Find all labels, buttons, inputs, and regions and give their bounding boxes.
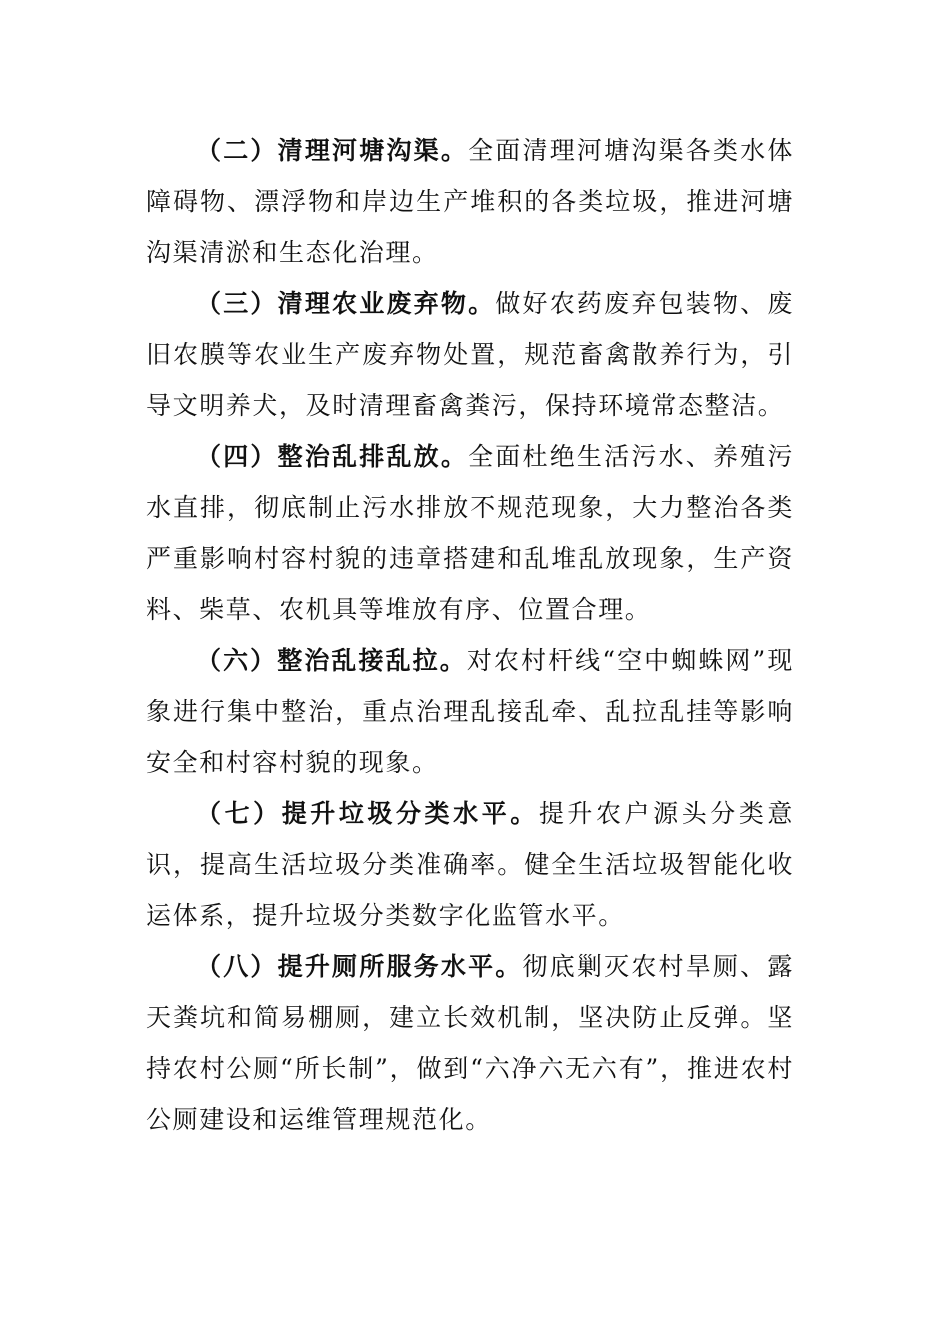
paragraph-heading: （六）整治乱接乱拉。 bbox=[196, 646, 467, 675]
paragraph-text: 提升农户源头分类意识，提高生活垃圾分类准确率。健全生活垃圾智能化收运体系，提升垃圾分类数字化监管水平。 bbox=[146, 799, 795, 930]
paragraph-garbage-sorting bbox=[146, 788, 794, 941]
paragraph-agricultural-waste bbox=[146, 278, 794, 431]
paragraph-clean-ponds-ditches bbox=[146, 125, 794, 278]
paragraph-heading: （三）清理农业废弃物。 bbox=[196, 289, 496, 318]
paragraph-heading: （二）清理河塘沟渠。 bbox=[196, 136, 469, 165]
document-body bbox=[146, 125, 794, 1145]
paragraph-text: 做好农药废弃包装物、废旧农膜等农业生产废弃物处置，规范畜禽散养行为，引导文明养犬，及时清理畜禽粪污，保持环境常态整洁。 bbox=[146, 289, 794, 420]
paragraph-text: 对农村杆线“空中蜘蛛网”现象进行集中整治，重点治理乱接乱牵、乱拉乱挂等影响安全和村容村貌的现象。 bbox=[146, 646, 794, 777]
paragraph-discharge-stacking bbox=[146, 431, 794, 635]
paragraph-text: 全面清理河塘沟渠各类水体障碍物、漂浮物和岸边生产堆积的各类垃圾，推进河塘沟渠清淤和生态化治理。 bbox=[146, 136, 794, 267]
paragraph-heading: （八）提升厕所服务水平。 bbox=[196, 952, 523, 981]
paragraph-toilet-service bbox=[146, 941, 794, 1145]
paragraph-heading: （四）整治乱排乱放。 bbox=[196, 442, 469, 471]
paragraph-wiring bbox=[146, 635, 794, 788]
paragraph-text: 全面杜绝生活污水、养殖污水直排，彻底制止污水排放不规范现象，大力整治各类严重影响村容村貌的违章搭建和乱堆乱放现象，生产资料、柴草、农机具等堆放有序、位置合理。 bbox=[146, 442, 794, 624]
paragraph-heading: （七）提升垃圾分类水平。 bbox=[196, 799, 539, 828]
paragraph-text: 彻底剿灭农村旱厕、露天粪坑和简易棚厕，建立长效机制，坚决防止反弹。坚持农村公厕“所长制”，做到“六净六无六有”，推进农村公厕建设和运维管理规范化。 bbox=[146, 952, 794, 1134]
